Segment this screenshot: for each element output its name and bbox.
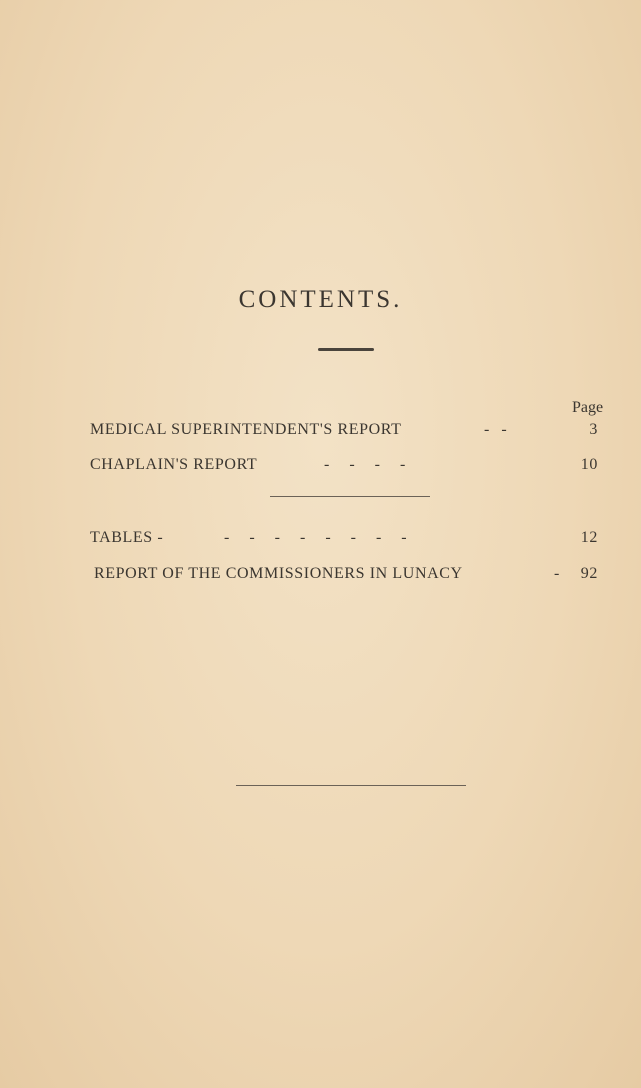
page-title: CONTENTS. [238, 286, 403, 313]
contents-entry[interactable] [0, 456, 641, 480]
entry-leader: - - - - [324, 456, 406, 473]
end-rule [236, 785, 466, 786]
entry-leader: - [554, 565, 560, 582]
entry-label: TABLES - [90, 529, 164, 546]
entry-page-number: 92 [580, 565, 598, 582]
title-ornament [318, 348, 374, 351]
entry-page-number: 3 [589, 421, 598, 438]
entry-label: MEDICAL SUPERINTENDENT'S REPORT [90, 421, 402, 438]
entry-leader: - - [484, 421, 507, 438]
contents-entry[interactable] [0, 529, 641, 553]
entry-page-number: 12 [580, 529, 598, 546]
entry-page-number: 10 [580, 456, 598, 473]
section-divider [270, 496, 430, 497]
page-column-label: Page [572, 399, 604, 416]
entry-label: CHAPLAIN'S REPORT [90, 456, 258, 473]
contents-entry[interactable] [0, 421, 641, 445]
entry-label: REPORT OF THE COMMISSIONERS IN LUNACY [94, 565, 463, 582]
entry-leader: - - - - - - - - [224, 529, 407, 546]
contents-entry[interactable] [0, 565, 641, 589]
